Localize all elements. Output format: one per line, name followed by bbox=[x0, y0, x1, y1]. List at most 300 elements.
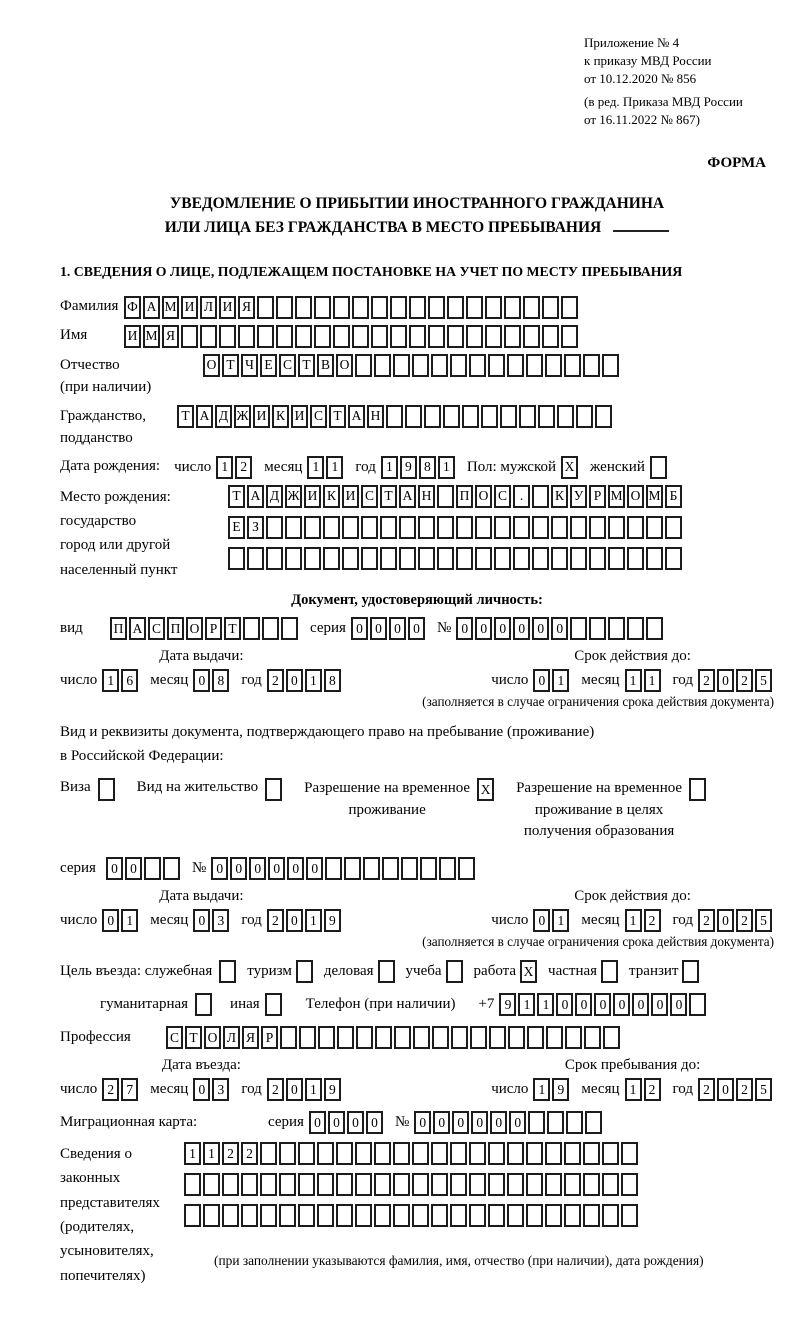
char-box[interactable] bbox=[260, 1204, 277, 1227]
char-box[interactable] bbox=[393, 1173, 410, 1196]
char-box[interactable]: 0 bbox=[651, 993, 668, 1016]
char-box[interactable]: 0 bbox=[106, 857, 123, 880]
char-box[interactable] bbox=[323, 547, 340, 570]
char-box[interactable] bbox=[336, 1173, 353, 1196]
char-box[interactable] bbox=[551, 516, 568, 539]
char-box[interactable]: 8 bbox=[419, 456, 436, 479]
char-box[interactable] bbox=[546, 1026, 563, 1049]
char-box[interactable] bbox=[200, 325, 217, 348]
char-box[interactable] bbox=[241, 1204, 258, 1227]
char-box[interactable] bbox=[344, 857, 361, 880]
char-box[interactable] bbox=[595, 405, 612, 428]
char-box[interactable] bbox=[393, 354, 410, 377]
char-box[interactable] bbox=[488, 1204, 505, 1227]
char-box[interactable] bbox=[519, 405, 536, 428]
char-box[interactable] bbox=[371, 296, 388, 319]
char-box[interactable]: 2 bbox=[222, 1142, 239, 1165]
char-box[interactable] bbox=[399, 547, 416, 570]
char-box[interactable]: 0 bbox=[193, 669, 210, 692]
char-box[interactable] bbox=[295, 296, 312, 319]
char-box[interactable]: 0 bbox=[433, 1111, 450, 1134]
char-box[interactable] bbox=[355, 354, 372, 377]
char-box[interactable] bbox=[371, 325, 388, 348]
char-box[interactable] bbox=[488, 1173, 505, 1196]
char-box[interactable] bbox=[526, 354, 543, 377]
char-box[interactable] bbox=[551, 547, 568, 570]
char-box[interactable]: 2 bbox=[736, 909, 753, 932]
char-box[interactable] bbox=[557, 405, 574, 428]
char-box[interactable] bbox=[583, 1204, 600, 1227]
char-box[interactable] bbox=[361, 516, 378, 539]
char-box[interactable] bbox=[450, 354, 467, 377]
char-box[interactable] bbox=[608, 617, 625, 640]
char-box[interactable]: А bbox=[399, 485, 416, 508]
char-box[interactable]: 0 bbox=[309, 1111, 326, 1134]
char-box[interactable] bbox=[279, 1142, 296, 1165]
char-box[interactable] bbox=[325, 857, 342, 880]
char-box[interactable] bbox=[144, 857, 161, 880]
char-box[interactable]: 0 bbox=[551, 617, 568, 640]
char-box[interactable]: 9 bbox=[552, 1078, 569, 1101]
char-box[interactable] bbox=[508, 1026, 525, 1049]
char-box[interactable] bbox=[665, 547, 682, 570]
char-box[interactable]: 1 bbox=[537, 993, 554, 1016]
char-box[interactable] bbox=[222, 1204, 239, 1227]
char-box[interactable]: 0 bbox=[287, 857, 304, 880]
char-box[interactable] bbox=[432, 1026, 449, 1049]
char-box[interactable]: 2 bbox=[241, 1142, 258, 1165]
char-box[interactable]: 1 bbox=[438, 456, 455, 479]
char-box[interactable]: О bbox=[203, 354, 220, 377]
char-box[interactable] bbox=[412, 354, 429, 377]
char-box[interactable]: 2 bbox=[102, 1078, 119, 1101]
char-box[interactable] bbox=[243, 617, 260, 640]
char-box[interactable] bbox=[355, 1173, 372, 1196]
char-box[interactable] bbox=[570, 516, 587, 539]
char-box[interactable] bbox=[399, 516, 416, 539]
char-box[interactable] bbox=[583, 1142, 600, 1165]
purpose-other-checkbox[interactable] bbox=[265, 993, 282, 1016]
char-box[interactable]: С bbox=[279, 354, 296, 377]
char-box[interactable]: 0 bbox=[532, 617, 549, 640]
char-box[interactable] bbox=[393, 1204, 410, 1227]
purpose-work-checkbox[interactable]: X bbox=[520, 960, 537, 983]
char-box[interactable] bbox=[374, 354, 391, 377]
char-box[interactable] bbox=[469, 1173, 486, 1196]
char-box[interactable]: 2 bbox=[698, 1078, 715, 1101]
char-box[interactable]: 0 bbox=[717, 669, 734, 692]
char-box[interactable] bbox=[545, 1142, 562, 1165]
char-box[interactable] bbox=[523, 296, 540, 319]
char-box[interactable]: Е bbox=[228, 516, 245, 539]
char-box[interactable] bbox=[276, 325, 293, 348]
char-box[interactable] bbox=[342, 547, 359, 570]
char-box[interactable]: 1 bbox=[533, 1078, 550, 1101]
char-box[interactable] bbox=[513, 516, 530, 539]
char-box[interactable] bbox=[247, 547, 264, 570]
char-box[interactable]: 0 bbox=[230, 857, 247, 880]
char-box[interactable]: 0 bbox=[613, 993, 630, 1016]
char-box[interactable] bbox=[203, 1173, 220, 1196]
char-box[interactable]: 0 bbox=[513, 617, 530, 640]
char-box[interactable]: 1 bbox=[644, 669, 661, 692]
char-box[interactable]: 1 bbox=[216, 456, 233, 479]
char-box[interactable] bbox=[266, 547, 283, 570]
char-box[interactable] bbox=[527, 1026, 544, 1049]
char-box[interactable] bbox=[285, 547, 302, 570]
char-box[interactable]: 0 bbox=[366, 1111, 383, 1134]
char-box[interactable]: 0 bbox=[125, 857, 142, 880]
char-box[interactable] bbox=[380, 547, 397, 570]
temp-permit-checkbox[interactable]: X bbox=[477, 778, 494, 801]
char-box[interactable]: 2 bbox=[736, 1078, 753, 1101]
char-box[interactable] bbox=[314, 325, 331, 348]
char-box[interactable]: 0 bbox=[286, 1078, 303, 1101]
char-box[interactable] bbox=[450, 1173, 467, 1196]
char-box[interactable] bbox=[488, 354, 505, 377]
char-box[interactable] bbox=[418, 547, 435, 570]
char-box[interactable] bbox=[603, 1026, 620, 1049]
char-box[interactable] bbox=[333, 325, 350, 348]
char-box[interactable]: А bbox=[247, 485, 264, 508]
char-box[interactable] bbox=[356, 1026, 373, 1049]
char-box[interactable]: 0 bbox=[533, 669, 550, 692]
char-box[interactable]: 0 bbox=[556, 993, 573, 1016]
char-box[interactable] bbox=[583, 1173, 600, 1196]
char-box[interactable]: 2 bbox=[235, 456, 252, 479]
char-box[interactable]: 3 bbox=[212, 1078, 229, 1101]
char-box[interactable] bbox=[257, 296, 274, 319]
char-box[interactable]: 2 bbox=[267, 909, 284, 932]
char-box[interactable]: 0 bbox=[494, 617, 511, 640]
char-box[interactable]: 3 bbox=[212, 909, 229, 932]
char-box[interactable]: А bbox=[196, 405, 213, 428]
char-box[interactable]: С bbox=[361, 485, 378, 508]
char-box[interactable]: Я bbox=[238, 296, 255, 319]
char-box[interactable]: 5 bbox=[755, 669, 772, 692]
char-box[interactable] bbox=[466, 325, 483, 348]
char-box[interactable] bbox=[298, 1204, 315, 1227]
char-box[interactable] bbox=[456, 547, 473, 570]
char-box[interactable]: И bbox=[304, 485, 321, 508]
char-box[interactable]: К bbox=[272, 405, 289, 428]
char-box[interactable] bbox=[336, 1204, 353, 1227]
char-box[interactable] bbox=[298, 1173, 315, 1196]
char-box[interactable] bbox=[566, 1111, 583, 1134]
char-box[interactable] bbox=[304, 516, 321, 539]
char-box[interactable]: О bbox=[475, 485, 492, 508]
char-box[interactable] bbox=[451, 1026, 468, 1049]
char-box[interactable]: 9 bbox=[499, 993, 516, 1016]
char-box[interactable]: Р bbox=[589, 485, 606, 508]
char-box[interactable]: Д bbox=[215, 405, 232, 428]
char-box[interactable]: 1 bbox=[625, 909, 642, 932]
char-box[interactable] bbox=[281, 617, 298, 640]
char-box[interactable]: 1 bbox=[625, 1078, 642, 1101]
char-box[interactable]: 1 bbox=[518, 993, 535, 1016]
char-box[interactable] bbox=[627, 617, 644, 640]
char-box[interactable] bbox=[526, 1204, 543, 1227]
char-box[interactable] bbox=[523, 325, 540, 348]
char-box[interactable]: 0 bbox=[249, 857, 266, 880]
char-box[interactable] bbox=[602, 1173, 619, 1196]
char-box[interactable]: О bbox=[336, 354, 353, 377]
char-box[interactable] bbox=[401, 857, 418, 880]
char-box[interactable] bbox=[184, 1204, 201, 1227]
char-box[interactable]: 1 bbox=[203, 1142, 220, 1165]
char-box[interactable]: 1 bbox=[184, 1142, 201, 1165]
char-box[interactable]: О bbox=[627, 485, 644, 508]
char-box[interactable] bbox=[447, 296, 464, 319]
char-box[interactable]: 0 bbox=[670, 993, 687, 1016]
char-box[interactable] bbox=[564, 1173, 581, 1196]
char-box[interactable]: 1 bbox=[305, 909, 322, 932]
char-box[interactable] bbox=[450, 1204, 467, 1227]
char-box[interactable] bbox=[276, 296, 293, 319]
purpose-official-checkbox[interactable] bbox=[219, 960, 236, 983]
char-box[interactable] bbox=[163, 857, 180, 880]
char-box[interactable] bbox=[458, 857, 475, 880]
char-box[interactable]: 0 bbox=[408, 617, 425, 640]
char-box[interactable] bbox=[413, 1026, 430, 1049]
char-box[interactable]: П bbox=[167, 617, 184, 640]
char-box[interactable]: Ж bbox=[234, 405, 251, 428]
char-box[interactable]: Л bbox=[223, 1026, 240, 1049]
char-box[interactable] bbox=[665, 516, 682, 539]
char-box[interactable] bbox=[532, 516, 549, 539]
char-box[interactable] bbox=[545, 1173, 562, 1196]
char-box[interactable]: 0 bbox=[370, 617, 387, 640]
char-box[interactable] bbox=[481, 405, 498, 428]
char-box[interactable] bbox=[260, 1142, 277, 1165]
char-box[interactable]: 0 bbox=[717, 909, 734, 932]
char-box[interactable]: Ф bbox=[124, 296, 141, 319]
char-box[interactable]: 2 bbox=[736, 669, 753, 692]
char-box[interactable] bbox=[336, 1142, 353, 1165]
char-box[interactable] bbox=[363, 857, 380, 880]
char-box[interactable]: А bbox=[348, 405, 365, 428]
char-box[interactable] bbox=[342, 516, 359, 539]
char-box[interactable]: 0 bbox=[452, 1111, 469, 1134]
char-box[interactable] bbox=[299, 1026, 316, 1049]
char-box[interactable] bbox=[689, 993, 706, 1016]
char-box[interactable]: Я bbox=[242, 1026, 259, 1049]
char-box[interactable]: 8 bbox=[212, 669, 229, 692]
char-box[interactable] bbox=[589, 516, 606, 539]
char-box[interactable] bbox=[337, 1026, 354, 1049]
char-box[interactable] bbox=[561, 296, 578, 319]
char-box[interactable]: П bbox=[110, 617, 127, 640]
char-box[interactable]: 1 bbox=[305, 669, 322, 692]
char-box[interactable] bbox=[602, 1142, 619, 1165]
char-box[interactable]: 1 bbox=[326, 456, 343, 479]
char-box[interactable]: 6 bbox=[121, 669, 138, 692]
char-box[interactable]: О bbox=[186, 617, 203, 640]
char-box[interactable]: 5 bbox=[755, 1078, 772, 1101]
sex-female-checkbox[interactable] bbox=[650, 456, 667, 479]
char-box[interactable]: 1 bbox=[102, 669, 119, 692]
char-box[interactable]: З bbox=[247, 516, 264, 539]
char-box[interactable]: 0 bbox=[475, 617, 492, 640]
char-box[interactable] bbox=[361, 547, 378, 570]
char-box[interactable]: А bbox=[143, 296, 160, 319]
char-box[interactable]: 0 bbox=[594, 993, 611, 1016]
char-box[interactable] bbox=[431, 354, 448, 377]
char-box[interactable]: Т bbox=[228, 485, 245, 508]
char-box[interactable] bbox=[382, 857, 399, 880]
char-box[interactable] bbox=[602, 354, 619, 377]
char-box[interactable] bbox=[570, 547, 587, 570]
char-box[interactable]: 8 bbox=[324, 669, 341, 692]
char-box[interactable] bbox=[355, 1142, 372, 1165]
char-box[interactable] bbox=[507, 1204, 524, 1227]
char-box[interactable]: 0 bbox=[306, 857, 323, 880]
char-box[interactable]: 1 bbox=[307, 456, 324, 479]
char-box[interactable] bbox=[504, 296, 521, 319]
char-box[interactable]: 0 bbox=[347, 1111, 364, 1134]
char-box[interactable] bbox=[532, 547, 549, 570]
char-box[interactable]: К bbox=[323, 485, 340, 508]
char-box[interactable] bbox=[443, 405, 460, 428]
char-box[interactable] bbox=[547, 1111, 564, 1134]
char-box[interactable] bbox=[621, 1142, 638, 1165]
char-box[interactable] bbox=[646, 547, 663, 570]
char-box[interactable] bbox=[428, 296, 445, 319]
char-box[interactable]: Н bbox=[367, 405, 384, 428]
char-box[interactable] bbox=[469, 1204, 486, 1227]
char-box[interactable]: 2 bbox=[698, 909, 715, 932]
char-box[interactable]: В bbox=[317, 354, 334, 377]
char-box[interactable]: И bbox=[181, 296, 198, 319]
char-box[interactable] bbox=[431, 1173, 448, 1196]
char-box[interactable] bbox=[576, 405, 593, 428]
char-box[interactable] bbox=[298, 1142, 315, 1165]
char-box[interactable] bbox=[241, 1173, 258, 1196]
char-box[interactable] bbox=[488, 1142, 505, 1165]
char-box[interactable]: 0 bbox=[456, 617, 473, 640]
char-box[interactable]: Ж bbox=[285, 485, 302, 508]
char-box[interactable] bbox=[374, 1204, 391, 1227]
char-box[interactable] bbox=[450, 1142, 467, 1165]
char-box[interactable]: 1 bbox=[305, 1078, 322, 1101]
char-box[interactable] bbox=[181, 325, 198, 348]
char-box[interactable] bbox=[431, 1204, 448, 1227]
char-box[interactable]: И bbox=[219, 296, 236, 319]
char-box[interactable] bbox=[545, 354, 562, 377]
char-box[interactable] bbox=[456, 516, 473, 539]
char-box[interactable] bbox=[485, 296, 502, 319]
char-box[interactable] bbox=[352, 325, 369, 348]
char-box[interactable] bbox=[304, 547, 321, 570]
char-box[interactable] bbox=[646, 516, 663, 539]
char-box[interactable] bbox=[333, 296, 350, 319]
char-box[interactable]: 1 bbox=[625, 669, 642, 692]
char-box[interactable]: С bbox=[494, 485, 511, 508]
char-box[interactable] bbox=[513, 547, 530, 570]
char-box[interactable] bbox=[386, 405, 403, 428]
char-box[interactable]: Т bbox=[222, 354, 239, 377]
char-box[interactable]: Ч bbox=[241, 354, 258, 377]
char-box[interactable]: Б bbox=[665, 485, 682, 508]
purpose-study-checkbox[interactable] bbox=[446, 960, 463, 983]
char-box[interactable]: Д bbox=[266, 485, 283, 508]
char-box[interactable]: 0 bbox=[193, 1078, 210, 1101]
char-box[interactable]: Т bbox=[380, 485, 397, 508]
char-box[interactable]: Я bbox=[162, 325, 179, 348]
char-box[interactable] bbox=[260, 1173, 277, 1196]
char-box[interactable] bbox=[542, 296, 559, 319]
char-box[interactable] bbox=[583, 354, 600, 377]
char-box[interactable]: М bbox=[608, 485, 625, 508]
char-box[interactable] bbox=[646, 617, 663, 640]
char-box[interactable]: Т bbox=[185, 1026, 202, 1049]
char-box[interactable] bbox=[466, 296, 483, 319]
char-box[interactable] bbox=[228, 547, 245, 570]
char-box[interactable]: 1 bbox=[552, 669, 569, 692]
char-box[interactable]: 0 bbox=[211, 857, 228, 880]
char-box[interactable]: 0 bbox=[286, 669, 303, 692]
char-box[interactable] bbox=[447, 325, 464, 348]
char-box[interactable] bbox=[184, 1173, 201, 1196]
char-box[interactable] bbox=[393, 1142, 410, 1165]
char-box[interactable]: И bbox=[253, 405, 270, 428]
char-box[interactable] bbox=[470, 1026, 487, 1049]
edu-permit-checkbox[interactable] bbox=[689, 778, 706, 801]
char-box[interactable] bbox=[355, 1204, 372, 1227]
char-box[interactable] bbox=[627, 516, 644, 539]
char-box[interactable]: 0 bbox=[328, 1111, 345, 1134]
char-box[interactable]: 1 bbox=[121, 909, 138, 932]
char-box[interactable]: 9 bbox=[400, 456, 417, 479]
purpose-business-checkbox[interactable] bbox=[378, 960, 395, 983]
char-box[interactable]: М bbox=[646, 485, 663, 508]
purpose-tourism-checkbox[interactable] bbox=[296, 960, 313, 983]
char-box[interactable] bbox=[295, 325, 312, 348]
char-box[interactable] bbox=[504, 325, 521, 348]
char-box[interactable]: 2 bbox=[267, 669, 284, 692]
char-box[interactable] bbox=[528, 1111, 545, 1134]
char-box[interactable]: 0 bbox=[414, 1111, 431, 1134]
char-box[interactable]: Т bbox=[329, 405, 346, 428]
char-box[interactable]: Н bbox=[418, 485, 435, 508]
char-box[interactable]: 0 bbox=[490, 1111, 507, 1134]
sex-male-checkbox[interactable]: X bbox=[561, 456, 578, 479]
char-box[interactable]: Т bbox=[298, 354, 315, 377]
char-box[interactable]: П bbox=[456, 485, 473, 508]
char-box[interactable] bbox=[469, 1142, 486, 1165]
char-box[interactable]: 2 bbox=[644, 909, 661, 932]
char-box[interactable]: С bbox=[310, 405, 327, 428]
char-box[interactable] bbox=[317, 1142, 334, 1165]
char-box[interactable] bbox=[409, 325, 426, 348]
char-box[interactable]: И bbox=[342, 485, 359, 508]
char-box[interactable] bbox=[285, 516, 302, 539]
char-box[interactable]: У bbox=[570, 485, 587, 508]
char-box[interactable] bbox=[266, 516, 283, 539]
char-box[interactable]: 9 bbox=[324, 909, 341, 932]
char-box[interactable] bbox=[257, 325, 274, 348]
char-box[interactable] bbox=[602, 1204, 619, 1227]
char-box[interactable] bbox=[627, 547, 644, 570]
char-box[interactable] bbox=[507, 354, 524, 377]
char-box[interactable] bbox=[570, 617, 587, 640]
char-box[interactable] bbox=[420, 857, 437, 880]
char-box[interactable]: 0 bbox=[193, 909, 210, 932]
purpose-private-checkbox[interactable] bbox=[601, 960, 618, 983]
char-box[interactable]: 1 bbox=[381, 456, 398, 479]
char-box[interactable]: . bbox=[513, 485, 530, 508]
char-box[interactable] bbox=[428, 325, 445, 348]
